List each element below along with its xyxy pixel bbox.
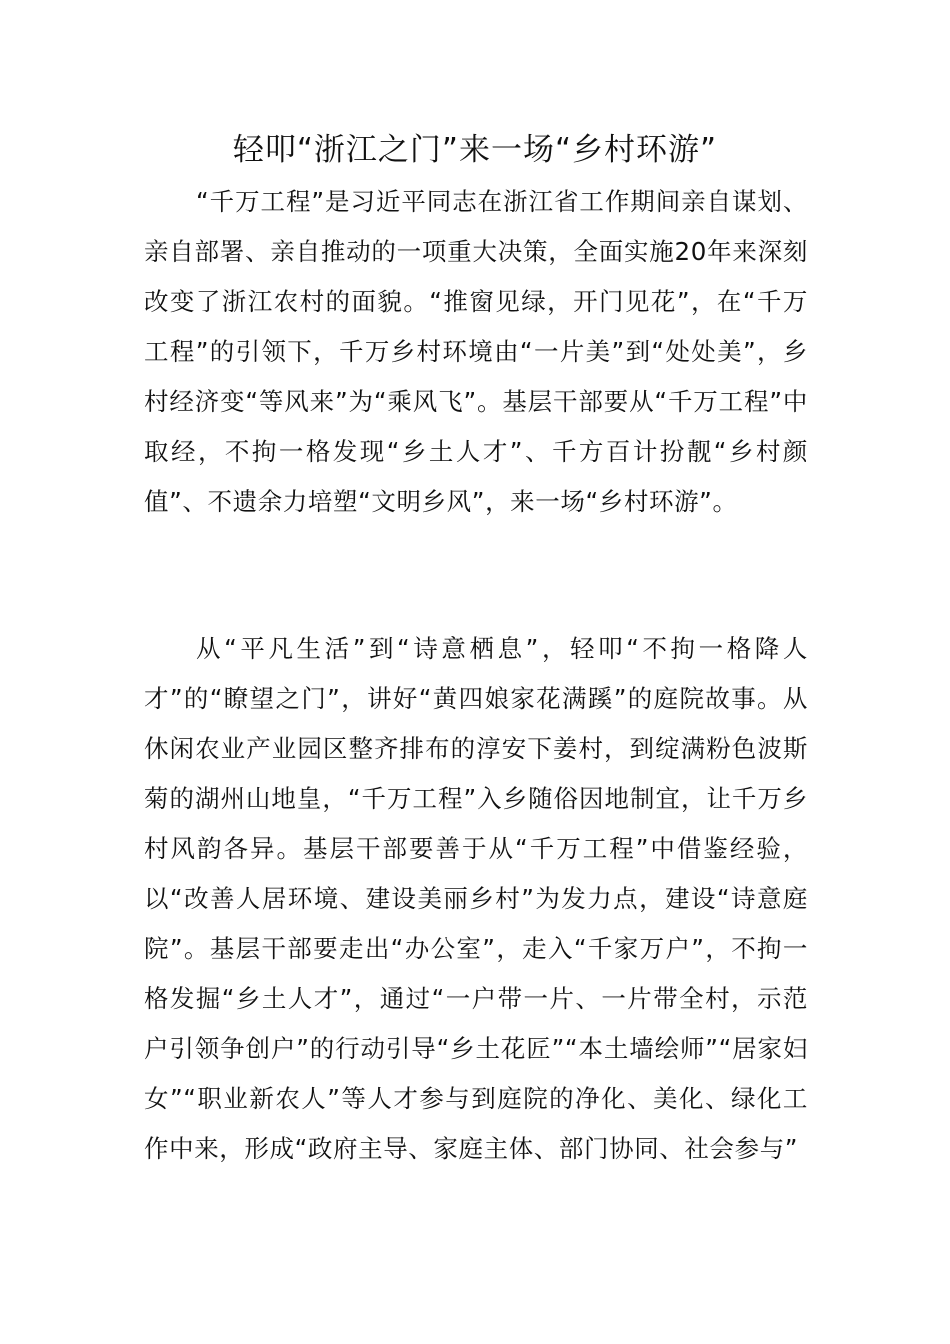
paragraph-1: “千万工程”是习近平同志在浙江省工作期间亲自谋划、亲自部署、亲自推动的一项重大决策，全面实施20年来深刻改变了浙江农村的面貌。“推窗见绿，开门见花”，在“千万工程”的引领下，千万乡村环境由“一片美”到“处处美”，乡村经济变“等风来”为“乘风飞”。基层干部要从“千万工程”中取经，不拘一格发现“乡土人才”、千方百计扮靓“乡村颜值”、不遗余力培塑“文明乡风”，来一场“乡村环游”。 xyxy=(144,187,808,516)
paragraph-2: 从“平凡生活”到“诗意栖息”，轻叩“不拘一格降人才”的“瞭望之门”，讲好“黄四娘家花满蹊”的庭院故事。从休闲农业产业园区整齐排布的淳安下姜村，到绽满粉色波斯菊的湖州山地皇，“千万工程”入乡随俗因地制宜，让千万乡村风韵各异。基层干部要善于从“千万工程”中借鉴经验，以“改善人居环境、建设美丽乡村”为发力点，建设“诗意庭院”。基层干部要走出“办公室”，走入“千家万户”，不拘一格发掘“乡土人才”，通过“一户带一片、一片带全村，示范户引领争创户”的行动引导“乡土花匠”“本土墙绘师”“居家妇女”“职业新农人”等人才参与到庭院的净化、美化、绿化工作中来，形成“政府主导、家庭主体、部门协同、社会参与” xyxy=(144,634,808,1163)
document-title: 轻叩“浙江之门”来一场“乡村环游” xyxy=(232,132,718,168)
